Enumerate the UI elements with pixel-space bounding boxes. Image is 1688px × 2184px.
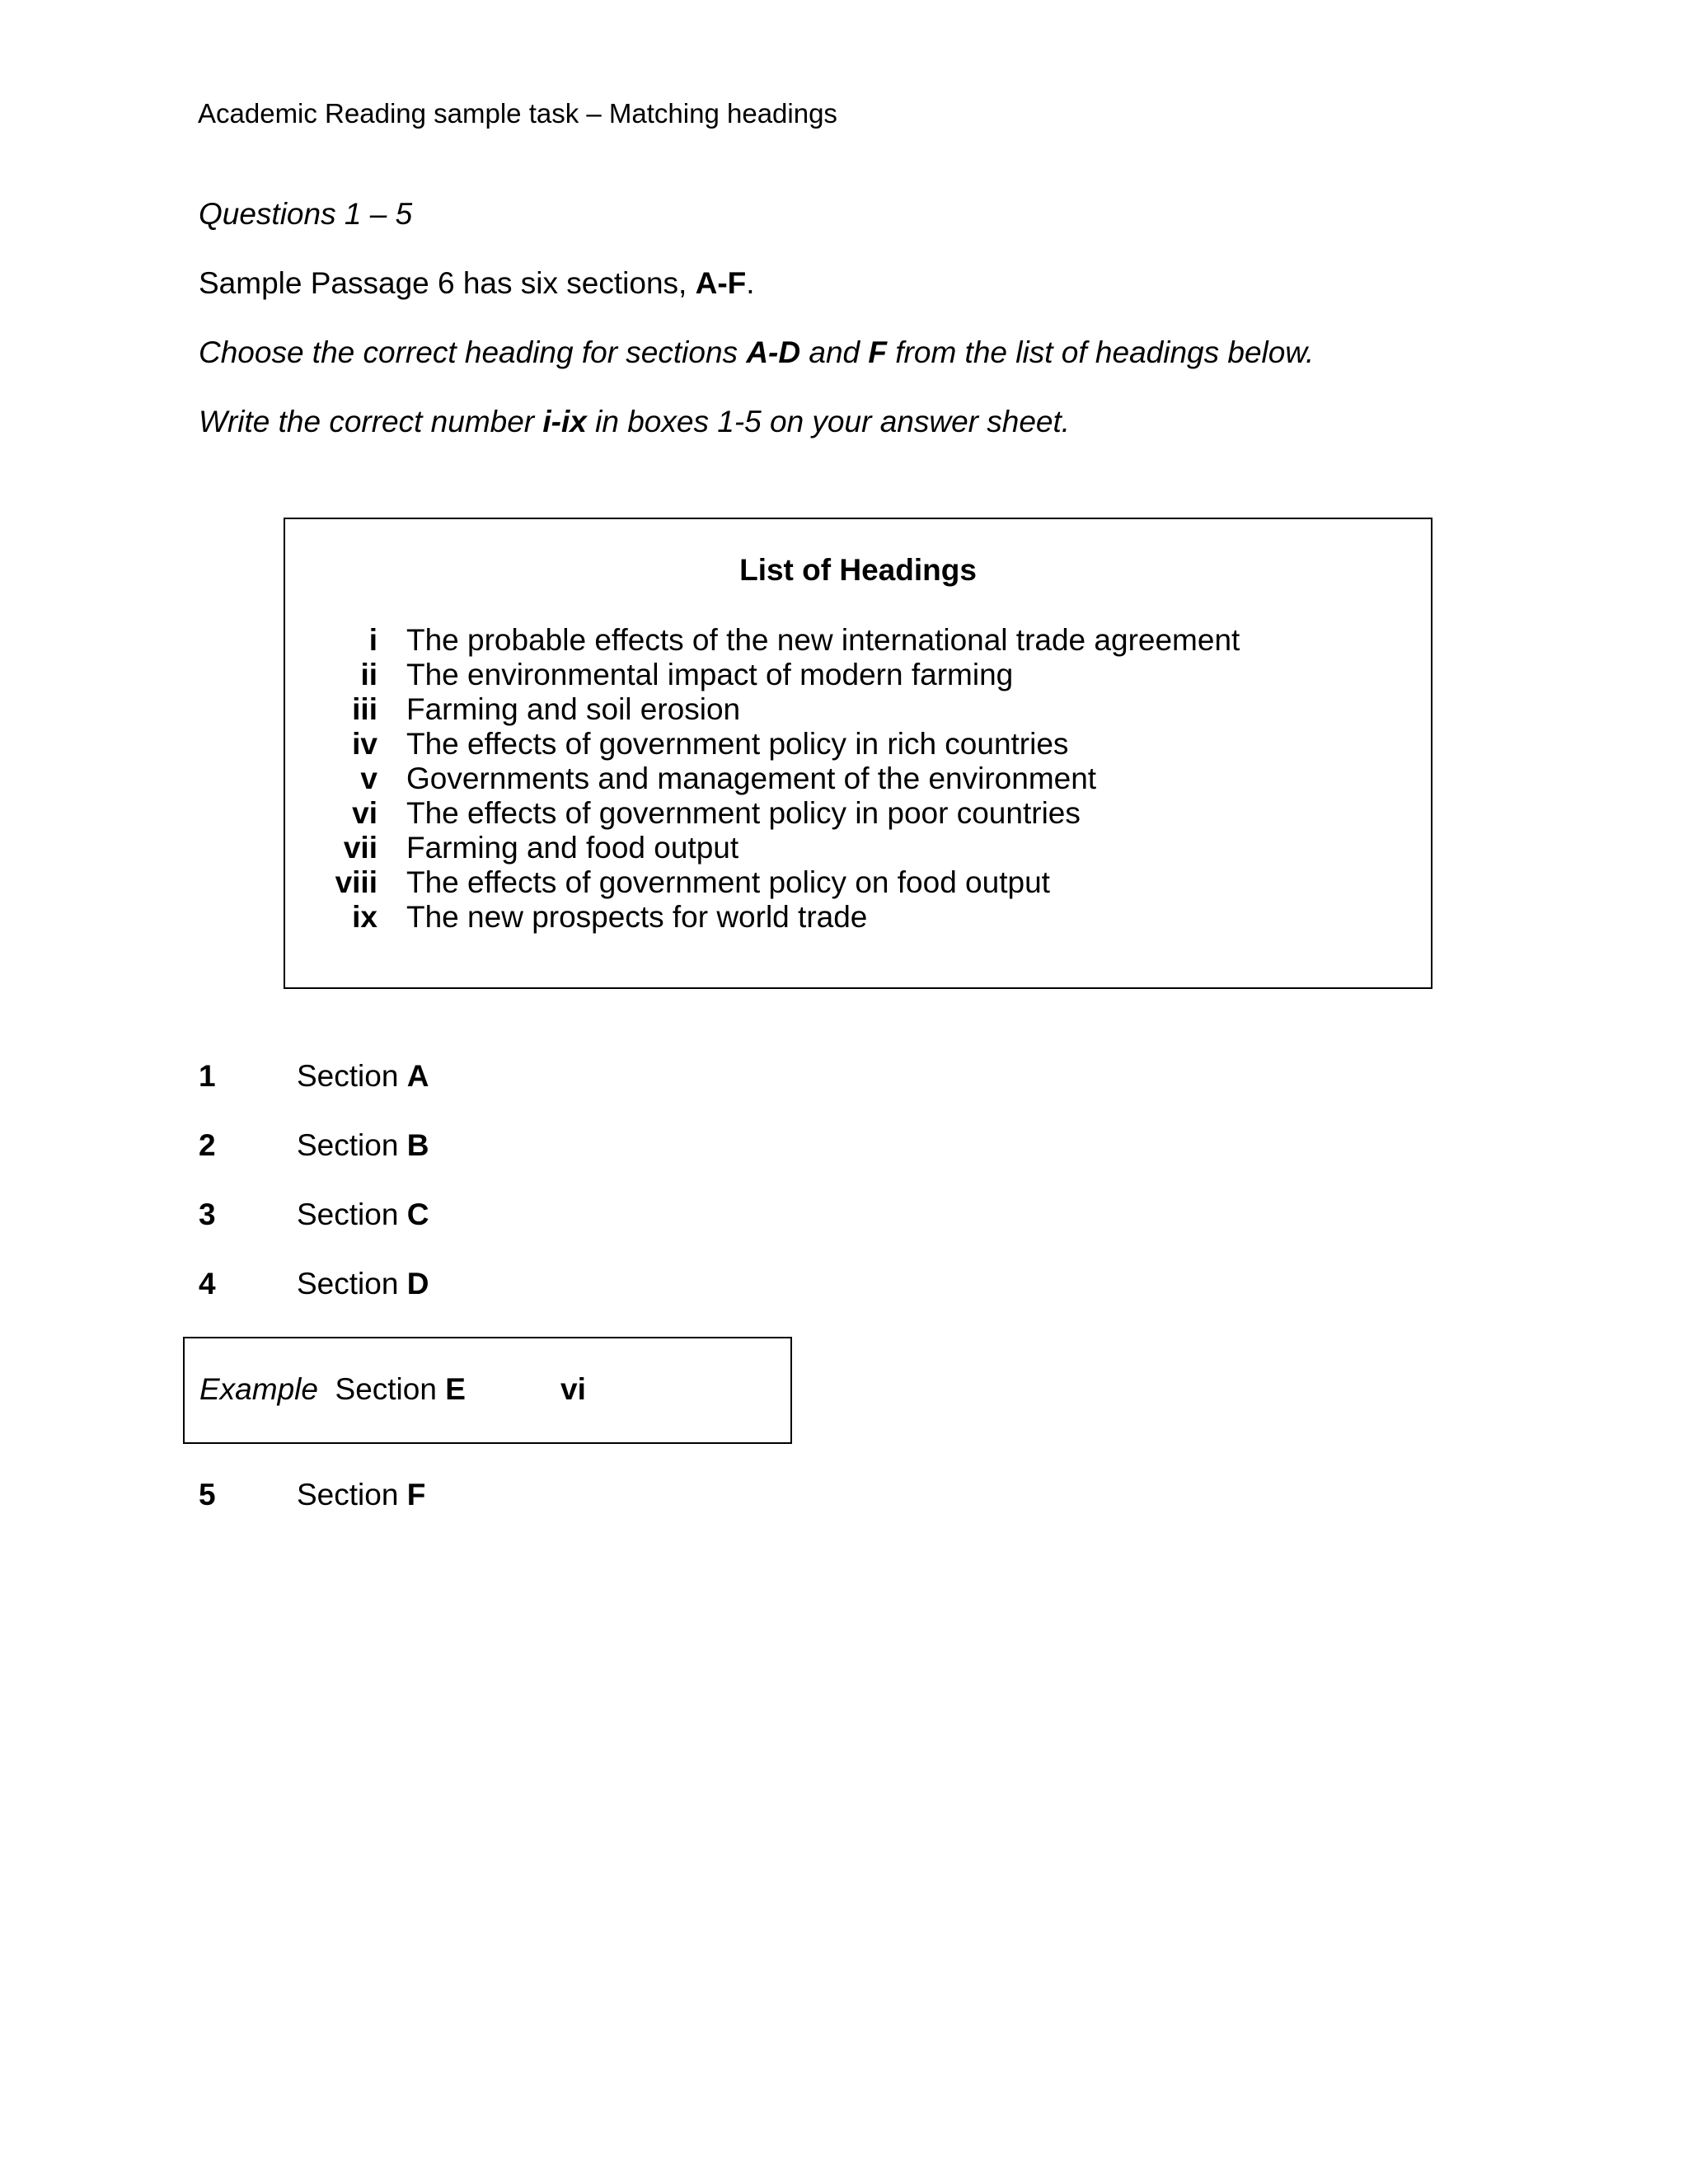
heading-text: Farming and food output	[406, 831, 739, 865]
question-row-4	[199, 1266, 429, 1302]
passage-suffix: .	[746, 266, 755, 300]
write-instruction	[199, 404, 1070, 440]
questions-range: Questions 1 – 5	[199, 197, 413, 231]
example-answer: vi	[560, 1372, 586, 1406]
write-bold: i-ix	[542, 405, 587, 438]
question-number: 3	[199, 1197, 216, 1231]
heading-item	[285, 831, 1240, 865]
example-line	[199, 1371, 466, 1408]
heading-numeral: ii	[360, 658, 377, 691]
heading-text: The new prospects for world trade	[406, 900, 868, 934]
headings-box	[284, 518, 1432, 989]
heading-item	[285, 762, 1240, 796]
heading-item	[285, 623, 1240, 658]
heading-numeral: i	[368, 623, 377, 657]
question-number: 2	[199, 1128, 216, 1162]
write-part2: in boxes 1-5 on your answer sheet.	[586, 405, 1071, 438]
heading-numeral: vii	[343, 831, 377, 865]
question-section: F	[406, 1478, 426, 1511]
question-row-3	[199, 1197, 429, 1233]
heading-numeral: v	[360, 762, 377, 795]
choose-instruction	[199, 335, 1314, 371]
heading-item	[285, 692, 1240, 727]
choose-part1: Choose the correct heading for sections	[199, 335, 747, 369]
choose-bold1: A-D	[746, 335, 801, 369]
heading-numeral: iii	[352, 692, 377, 726]
passage-description	[199, 265, 755, 302]
question-label: Section	[297, 1128, 407, 1162]
choose-part3: from the list of headings below.	[887, 335, 1315, 369]
heading-item	[285, 796, 1240, 831]
question-row-5	[199, 1477, 425, 1513]
question-section: C	[406, 1197, 429, 1231]
heading-numeral: iv	[352, 727, 377, 761]
heading-item	[285, 865, 1240, 900]
passage-sections: A-F	[695, 266, 747, 300]
heading-text: Governments and management of the environment	[406, 762, 1097, 795]
choose-bold2: F	[868, 335, 887, 369]
question-section: D	[406, 1267, 429, 1301]
example-label: Example	[199, 1372, 318, 1406]
heading-text: The probable effects of the new international trade agreement	[406, 623, 1240, 657]
heading-text: The effects of government policy in poor countries	[406, 796, 1081, 830]
heading-numeral: viii	[335, 865, 377, 899]
choose-part2: and	[800, 335, 869, 369]
question-number: 5	[199, 1478, 216, 1511]
question-number: 4	[199, 1267, 216, 1301]
example-section: E	[445, 1372, 466, 1406]
question-label: Section	[297, 1059, 407, 1093]
example-section-label: Section	[335, 1372, 446, 1406]
heading-numeral: vi	[352, 796, 377, 830]
headings-list	[285, 623, 1240, 935]
question-row-1	[199, 1058, 429, 1094]
question-label: Section	[297, 1267, 407, 1301]
headings-title: List of Headings	[739, 553, 977, 587]
heading-item	[285, 658, 1240, 692]
heading-text: Farming and soil erosion	[406, 692, 741, 726]
example-box	[183, 1337, 792, 1444]
question-label: Section	[297, 1478, 407, 1511]
question-section: B	[406, 1128, 429, 1162]
passage-prefix: Sample Passage 6 has six sections,	[199, 266, 696, 300]
question-section: A	[406, 1059, 429, 1093]
heading-numeral: ix	[352, 900, 377, 934]
write-part1: Write the correct number	[199, 405, 543, 438]
question-row-2	[199, 1127, 429, 1164]
heading-item	[285, 900, 1240, 935]
heading-text: The environmental impact of modern farming	[406, 658, 1014, 691]
question-label: Section	[297, 1197, 407, 1231]
page-header: Academic Reading sample task – Matching headings	[198, 98, 837, 129]
heading-item	[285, 727, 1240, 762]
question-number: 1	[199, 1059, 216, 1093]
heading-text: The effects of government policy in rich countries	[406, 727, 1069, 761]
heading-text: The effects of government policy on food output	[406, 865, 1050, 899]
